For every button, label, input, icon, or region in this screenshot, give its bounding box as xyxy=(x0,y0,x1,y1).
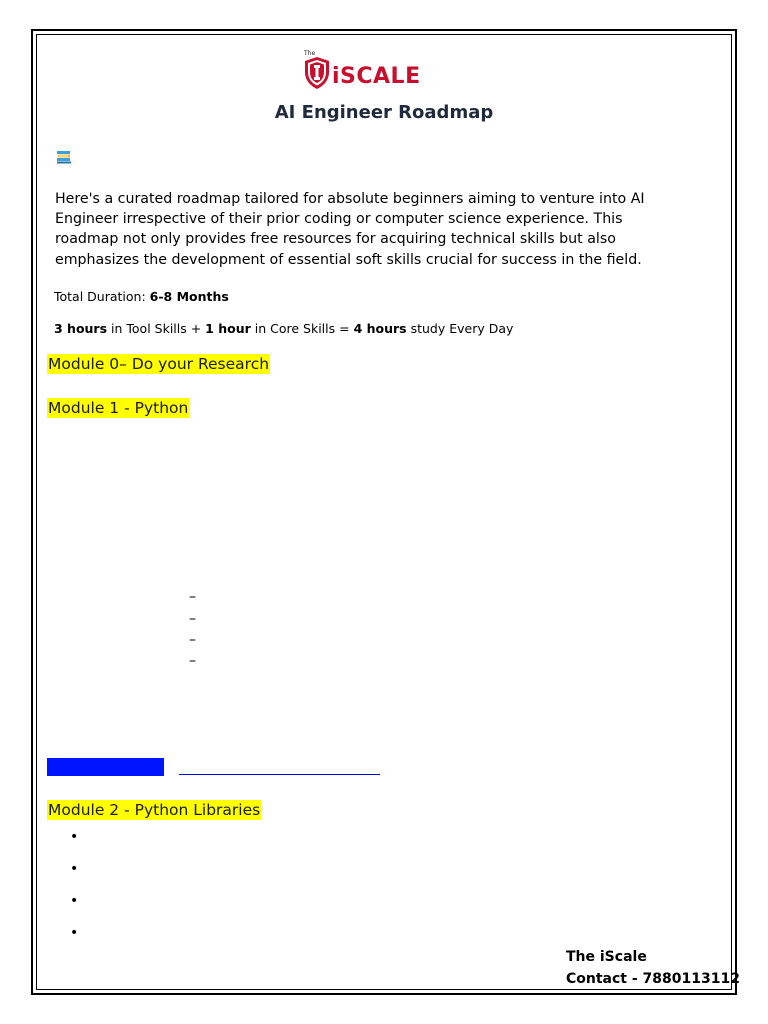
core-text: in Core Skills = xyxy=(250,321,354,336)
logo-wordmark: iSCALE xyxy=(332,64,421,89)
core-hours: 1 hour xyxy=(205,321,251,336)
hidden-link-underline[interactable] xyxy=(179,774,380,775)
list-bullet: • xyxy=(70,893,79,909)
tool-hours: 3 hours xyxy=(54,321,108,336)
module-heading: Module 2 - Python Libraries xyxy=(48,801,261,819)
page-border-inner xyxy=(36,34,732,990)
daily-study-plan xyxy=(54,321,513,336)
intro-paragraph: Here's a curated roadmap tailored for absolute beginners aiming to venture into AI Engineer irrespective of their prior coding or computer science experience. This roadmap not only provides free resources for acquiring technical skills but also emphasizes the development of essential soft skills crucial for success in the field. xyxy=(55,191,645,268)
list-bullet: • xyxy=(70,861,79,877)
total-duration xyxy=(54,289,229,304)
footer-contact: Contact - 7880113112 xyxy=(566,971,740,987)
list-dash: – xyxy=(189,632,196,648)
list-dash: – xyxy=(189,653,196,669)
list-bullet: • xyxy=(70,829,79,845)
logo-prefix: The xyxy=(304,50,316,57)
footer-contact-block xyxy=(566,946,740,990)
total-hours: 4 hours xyxy=(353,321,407,336)
module-heading: Module 0– Do your Research xyxy=(48,355,270,373)
module-heading: Module 1 - Python xyxy=(48,399,189,417)
list-bullet: • xyxy=(70,925,79,941)
list-dash: – xyxy=(189,589,196,605)
total-text: study Every Day xyxy=(406,321,514,336)
hidden-link-highlight[interactable] xyxy=(47,758,164,776)
tool-text: in Tool Skills + xyxy=(107,321,206,336)
books-icon xyxy=(56,150,72,164)
list-dash: – xyxy=(189,611,196,627)
shield-logo-icon xyxy=(304,56,330,90)
duration-label: Total Duration: xyxy=(54,289,150,304)
duration-value: 6-8 Months xyxy=(149,289,229,304)
iscale-logo xyxy=(304,50,421,90)
footer-company: The iScale xyxy=(566,949,647,965)
page-title: AI Engineer Roadmap xyxy=(274,102,494,123)
